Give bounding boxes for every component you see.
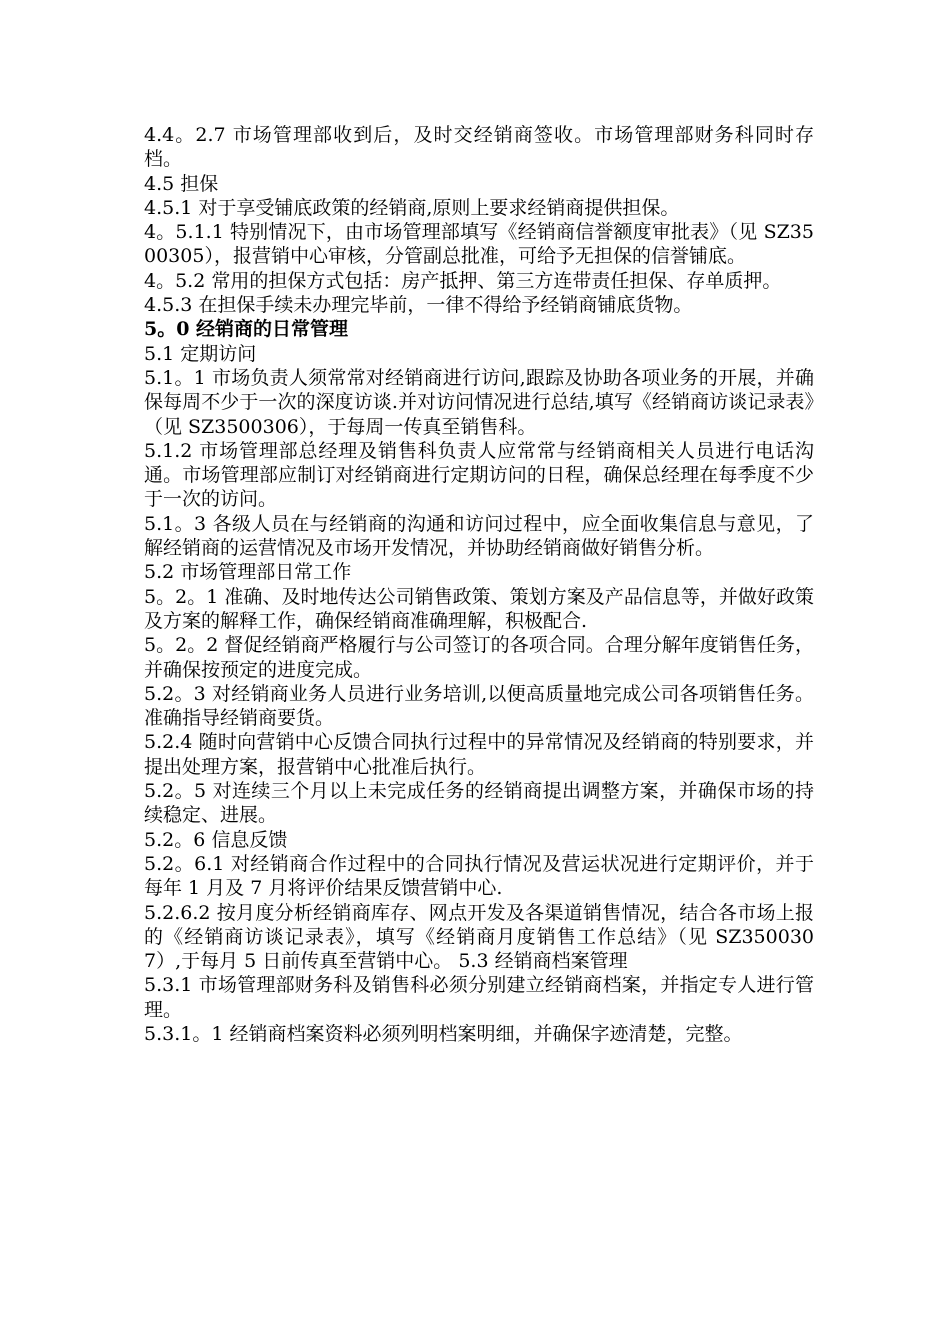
paragraph-5-2-4: 5.2.4 随时向营销中心反馈合同执行过程中的异常情况及经销商的特别要求，并提出处理方案，报营销中心批准后执行。 (144, 731, 814, 778)
paragraph-5-1-1: 5.1。1 市场负责人须常常对经销商进行访问,跟踪及协助各项业务的开展，并确保每周不少于一次的深度访谈.并对访问情况进行总结,填写《经销商访谈记录表》（见 SZ3500306），于每周一传真至销售科。 (144, 366, 814, 438)
paragraph-5-3-1-1: 5.3.1。1 经销商档案资料必须列明档案明细，并确保字迹清楚，完整。 (144, 1022, 743, 1045)
paragraph-5-2-1: 5。2。1 准确、及时地传达公司销售政策、策划方案及产品信息等，并做好政策及方案的解释工作，确保经销商准确理解，积极配合. (144, 585, 814, 632)
heading-5-2-6: 5.2。6 信息反馈 (144, 828, 288, 851)
document-page (144, 123, 814, 1046)
paragraph-4-5-2: 4。5.2 常用的担保方式包括：房产抵押、第三方连带责任担保、存单质押。 (144, 269, 782, 292)
paragraph-4-5-1: 4.5.1 对于享受铺底政策的经销商,原则上要求经销商提供担保。 (144, 196, 680, 219)
heading-4-5: 4.5 担保 (144, 172, 219, 195)
paragraph-5-2-6-2: 5.2.6.2 按月度分析经销商库存、网点开发及各渠道销售情况，结合各市场上报的《经销商访谈记录表》，填写《经销商月度销售工作总结》（见 SZ3500307）,于每月 5 日前传真至营销中心。 5.3 经销商档案管理 (144, 901, 814, 973)
paragraph-5-1-3: 5.1。3 各级人员在与经销商的沟通和访问过程中，应全面收集信息与意见，了解经销商的运营情况及市场开发情况，并协助经销商做好销售分析。 (144, 512, 814, 560)
paragraph-5-2-6-1: 5.2。6.1 对经销商合作过程中的合同执行情况及营运状况进行定期评价，并于每年 1 月及 7 月将评价结果反馈营销中心. (144, 852, 814, 900)
heading-5-1: 5.1 定期访问 (144, 342, 257, 365)
paragraph-4-5-3: 4.5.3 在担保手续未办理完毕前，一律不得给予经销商铺底货物。 (144, 294, 693, 317)
paragraph-5-2-2: 5。2。2 督促经销商严格履行与公司签订的各项合同。合理分解年度销售任务，并确保按预定的进度完成。 (144, 634, 814, 681)
paragraph-4-4-2-7: 4.4。2.7 市场管理部收到后，及时交经销商签收。市场管理部财务科同时存档。 (144, 124, 814, 171)
paragraph-5-2-5: 5.2。5 对连续三个月以上未完成任务的经销商提出调整方案，并确保市场的持续稳定、进展。 (144, 780, 814, 827)
paragraph-5-3-1: 5.3.1 市场管理部财务科及销售科必须分别建立经销商档案，并指定专人进行管理。 (144, 974, 814, 1021)
section-heading-5-0: 5。0 经销商的日常管理 (144, 318, 349, 341)
paragraph-5-2-3: 5.2。3 对经销商业务人员进行业务培训,以便高质量地完成公司各项销售任务。准确指导经销商要货。 (144, 682, 814, 730)
heading-5-2: 5.2 市场管理部日常工作 (144, 561, 352, 584)
paragraph-5-1-2: 5.1.2 市场管理部总经理及销售科负责人应常常与经销商相关人员进行电话沟通。市场管理部应制订对经销商进行定期访问的日程，确保总经理在每季度不少于一次的访问。 (144, 439, 814, 511)
paragraph-4-5-1-1: 4。5.1.1 特别情况下，由市场管理部填写《经销商信誉额度审批表》（见 SZ3500305），报营销中心审核，分管副总批准，可给予无担保的信誉铺底。 (144, 221, 814, 268)
